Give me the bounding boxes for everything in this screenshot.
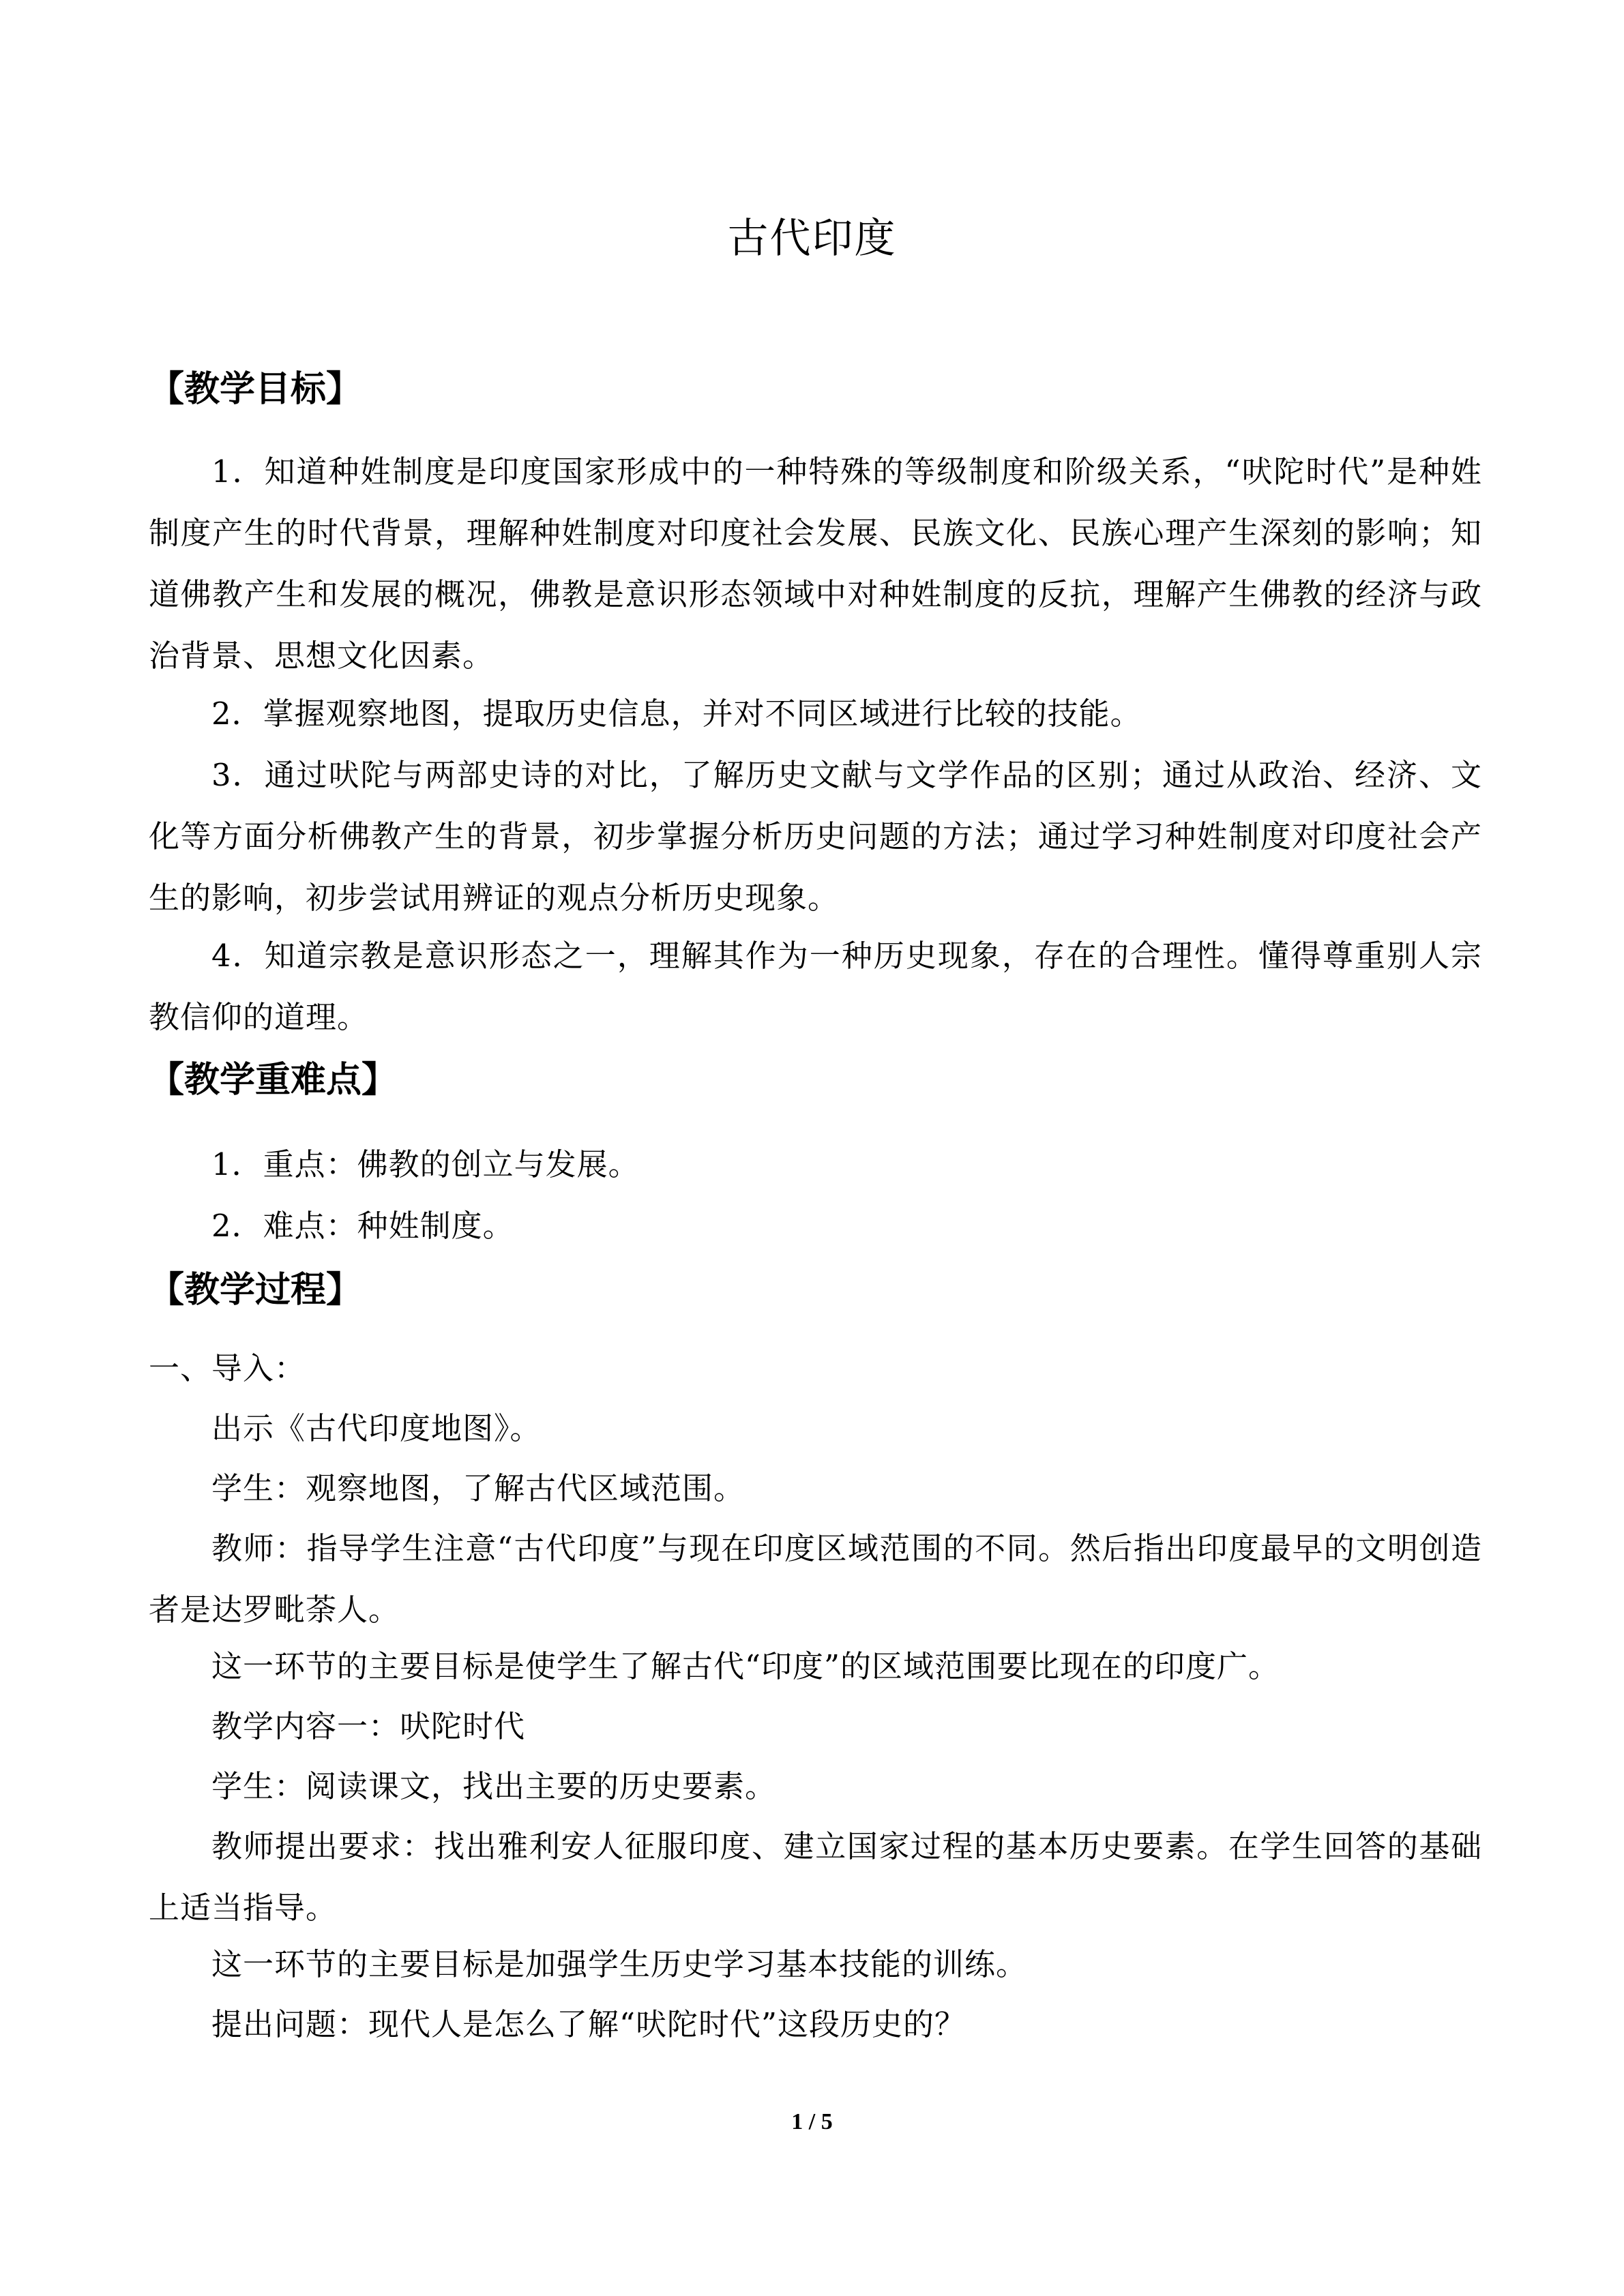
process-line-7: 教师提出要求：找出雅利安人征服印度、建立国家过程的基本历史要素。在学生回答的基础上适当指导。 [149, 1828, 1482, 1926]
objective-item-4: 4．知道宗教是意识形态之一，理解其作为一种历史现象，存在的合理性。懂得尊重别人宗教信仰的道理。 [149, 938, 1482, 1035]
process-line-4: 这一环节的主要目标是使学生了解古代“印度”的区域范围要比现在的印度广。 [211, 1648, 1280, 1684]
objective-item-2: 2．掌握观察地图，提取历史信息，并对不同区域进行比较的技能。 [211, 696, 1142, 732]
process-line-6: 学生：阅读课文，找出主要的历史要素。 [211, 1768, 777, 1804]
objective-item-1: 1．知道种姓制度是印度国家形成中的一种特殊的等级制度和阶级关系，“吠陀时代”是种姓制度产生的时代背景，理解种姓制度对印度社会发展、民族文化、民族心理产生深刻的影响；知道佛教产生和发展的概况，佛教是意识形态领域中对种姓制度的反抗，理解产生佛教的经济与政治背景、思想文化因素。 [149, 453, 1482, 674]
page-title: 古代印度 [727, 215, 897, 263]
process-intro-label: 一、导入： [149, 1350, 306, 1386]
process-line-2: 学生：观察地图，了解古代区域范围。 [211, 1470, 745, 1506]
heading-process: 【教学过程】 [149, 1270, 362, 1311]
process-line-9: 提出问题：现代人是怎么了解“吠陀时代”这段历史的？ [211, 2006, 966, 2042]
key-point-item-2: 2．难点：种姓制度。 [211, 1208, 514, 1244]
process-line-3: 教师：指导学生注意“古代印度”与现在印度区域范围的不同。然后指出印度最早的文明创造者是达罗毗荼人。 [149, 1530, 1482, 1628]
heading-key-points: 【教学重难点】 [149, 1060, 398, 1101]
process-line-5: 教学内容一：吠陀时代 [211, 1708, 526, 1744]
process-line-8: 这一环节的主要目标是加强学生历史学习基本技能的训练。 [211, 1946, 1028, 1982]
page-number: 1 / 5 [791, 2109, 833, 2134]
heading-objectives: 【教学目标】 [149, 369, 362, 410]
key-point-item-1: 1．重点：佛教的创立与发展。 [211, 1146, 640, 1182]
process-line-1: 出示《古代印度地图》。 [211, 1410, 542, 1446]
objective-item-3: 3．通过吠陀与两部史诗的对比，了解历史文献与文学作品的区别；通过从政治、经济、文化等方面分析佛教产生的背景，初步掌握分析历史问题的方法；通过学习种姓制度对印度社会产生的影响，初步尝试用辨证的观点分析历史现象。 [149, 757, 1482, 916]
